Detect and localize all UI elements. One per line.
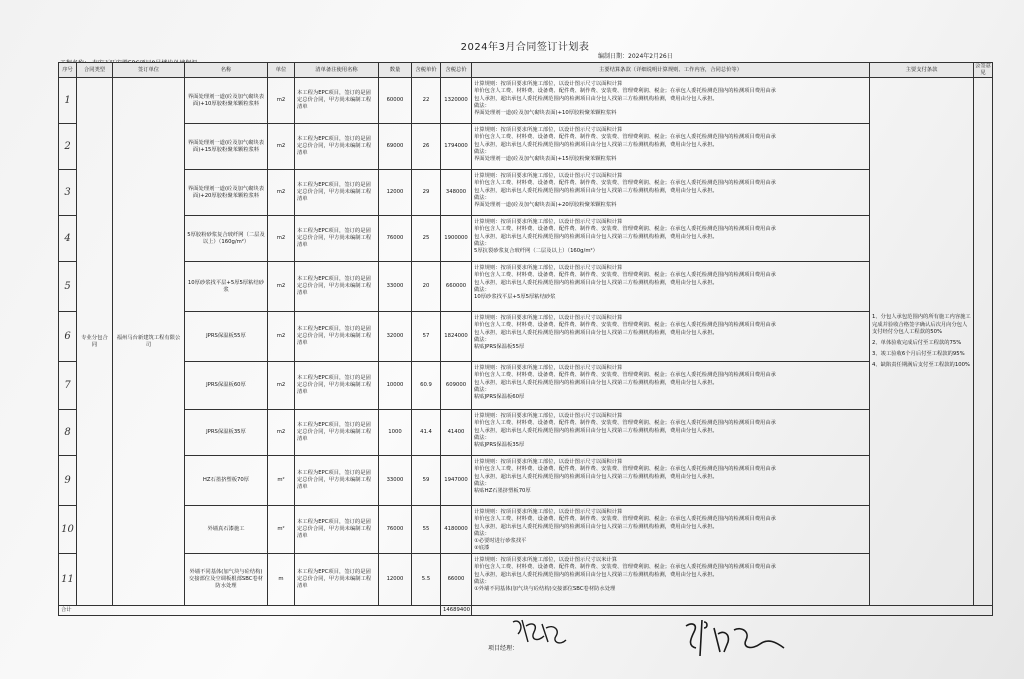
item-remark: 本工程为EPC项目，签订的是固定总价合同，甲方尚未编制工程清单 (295, 554, 379, 606)
item-name: 5厚胶粉砂浆复合玻纤网（二层及以上）（160g/m²） (185, 216, 268, 262)
terms-line: 粘贴JPRS保温板55厚 (474, 343, 525, 350)
terms-line: 单价包含人工费、材料费、设备费、配件费、制作费、安装费、管理费利润、税金；在承包人委托检测范围内的检测项目费用由承 (474, 564, 776, 571)
terms-line: 包人承担，超出承包人委托检测范围内的检测项目由分包人找第三方检测机构检测，费用由分包人承担。 (474, 523, 718, 530)
grand-total: 14689400 (441, 606, 472, 616)
item-name: JPRS保温板55厚 (185, 312, 268, 362)
terms-line: 计算规则：按项目要求所施工部位，以设计图示尺寸以面积计算 (474, 315, 623, 322)
item-unit: m2 (268, 312, 295, 362)
item-qty: 69000 (379, 124, 412, 170)
table-row (59, 216, 993, 262)
col-header: 含税单价 (412, 63, 441, 78)
item-remark: 本工程为EPC项目，签订的是固定总价合同，甲方尚未编制工程清单 (295, 262, 379, 312)
terms-line: ①必要时进行砂浆找平 (474, 537, 527, 544)
item-price: 55 (412, 506, 441, 554)
row-number: 3 (59, 170, 77, 216)
terms-line: 计算规则：按项目要求所施工部位，以设计图示尺寸以面积计算 (474, 509, 623, 516)
settlement-terms (472, 506, 870, 554)
terms-line: 单价包含人工费、材料费、设备费、配件费、制作费、安装费、管理费利润、税金；在承包人委托检测范围内的检测项目费用由承 (474, 88, 776, 95)
terms-line: 计算规则：按项目要求所施工部位，以设计图示尺寸以面积计算 (474, 459, 623, 466)
signing-unit: 福州马台新建筑工程有限公司 (113, 78, 185, 606)
col-header: 主要支付条款 (870, 63, 974, 78)
settlement-terms (472, 216, 870, 262)
item-price: 26 (412, 124, 441, 170)
total-label: 合计 (59, 606, 441, 616)
item-price: 22 (412, 78, 441, 124)
terms-line: ②底漆 (474, 544, 490, 551)
item-remark: 本工程为EPC项目，签订的是固定总价合同，甲方尚未编制工程清单 (295, 410, 379, 456)
row-number: 10 (59, 506, 77, 554)
item-unit: m2 (268, 262, 295, 312)
terms-line: 做法： (474, 578, 490, 585)
item-name: 外墙真石漆施工 (185, 506, 268, 554)
item-name: JPRS保温板60厚 (185, 362, 268, 410)
terms-line: 包人承担，超出承包人委托检测范围内的检测项目由分包人找第三方检测机构检测，费用由分包人承担。 (474, 329, 718, 336)
terms-line: 粘贴JPRS保温板60厚 (474, 393, 525, 400)
terms-line: 计算规则：按项目要求所施工部位，以设计图示尺寸以米计算 (474, 557, 618, 564)
item-total: 348000 (441, 170, 472, 216)
terms-line: 计算规则：按项目要求所施工部位，以设计图示尺寸以面积计算 (474, 265, 623, 272)
item-total: 609000 (441, 362, 472, 410)
item-total: 41400 (441, 410, 472, 456)
item-total: 1947000 (441, 456, 472, 506)
table-row (59, 262, 993, 312)
col-header: 签订单位 (113, 63, 185, 78)
item-unit: m² (268, 506, 295, 554)
terms-line: 单价包含人工费、材料费、设备费、配件费、制作费、安装费、管理费利润、税金；在承包人委托检测范围内的检测项目费用由承 (474, 226, 776, 233)
payment-term: 2、单体验收完成后付至工程款的75% (872, 339, 962, 346)
col-header: 序号 (59, 63, 77, 78)
row-number: 7 (59, 362, 77, 410)
item-price: 25 (412, 216, 441, 262)
contract-type: 专业分包合同 (77, 78, 113, 606)
table-row (59, 78, 993, 124)
item-unit: m² (268, 456, 295, 506)
item-qty: 33000 (379, 262, 412, 312)
col-header: 名称 (185, 63, 268, 78)
item-remark: 本工程为EPC项目，签订的是固定总价合同，甲方尚未编制工程清单 (295, 312, 379, 362)
settlement-terms (472, 362, 870, 410)
terms-line: 做法： (474, 386, 490, 393)
table-row (59, 124, 993, 170)
item-total: 1794000 (441, 124, 472, 170)
countersign-opinion (974, 78, 993, 606)
col-header: 会签意见 (975, 63, 991, 77)
item-qty: 60000 (379, 78, 412, 124)
terms-line: 计算规则：按项目要求所施工部位，以设计图示尺寸以面积计算 (474, 173, 623, 180)
payment-term: 3、竣工验收6个月后付至工程款的95% (872, 350, 965, 357)
item-qty: 1000 (379, 410, 412, 456)
terms-line: 5厚抗裂砂浆复合玻纤网（二层及以上）（160g/m²） (474, 247, 598, 254)
terms-line: 做法： (474, 530, 490, 537)
item-remark: 本工程为EPC项目，签订的是固定总价合同，甲方尚未编制工程清单 (295, 456, 379, 506)
settlement-terms (472, 312, 870, 362)
terms-line: 界面处理剂一道(砼及加气砌块表面)+10厚胶粉聚苯颗粒浆料 (474, 109, 617, 116)
terms-line: 单价包含人工费、材料费、设备费、配件费、制作费、安装费、管理费利润、税金；在承包人委托检测范围内的检测项目费用由承 (474, 516, 776, 523)
project-manager-label: 项目经理： (488, 645, 519, 652)
terms-line: 做法： (474, 194, 490, 201)
table-row (59, 312, 993, 362)
item-unit: m2 (268, 170, 295, 216)
item-name: HZ石墨挤塑板70厚 (185, 456, 268, 506)
item-qty: 12000 (379, 554, 412, 606)
terms-line: 10厚砂浆找平层+5厚5厚粘结砂浆 (474, 293, 556, 300)
item-price: 59 (412, 456, 441, 506)
item-qty: 12000 (379, 170, 412, 216)
settlement-terms (472, 124, 870, 170)
terms-line: 计算规则：按项目要求所施工部位，以设计图示尺寸以面积计算 (474, 413, 623, 420)
signature-1 (508, 612, 568, 652)
col-header: 含税总价 (441, 63, 472, 78)
terms-line: 计算规则：按项目要求所施工部位，以设计图示尺寸以面积计算 (474, 219, 623, 226)
item-qty: 76000 (379, 216, 412, 262)
signature-2 (680, 612, 790, 662)
item-unit: m2 (268, 216, 295, 262)
terms-line: 做法： (474, 148, 490, 155)
col-header: 单位 (268, 63, 295, 78)
item-unit: m2 (268, 410, 295, 456)
terms-line: 包人承担，超出承包人委托检测范围内的检测项目由分包人找第三方检测机构检测，费用由分包人承担。 (474, 233, 718, 240)
payment-term: 1、分包人承包范围内的所有施工内容施工完成并验收合格签字确认后次月向分包人支付经付分包人工程款的50% (872, 314, 971, 335)
item-qty: 33000 (379, 456, 412, 506)
terms-line: 单价包含人工费、材料费、设备费、配件费、制作费、安装费、管理费利润、税金；在承包人委托检测范围内的检测项目费用由承 (474, 272, 776, 279)
contract-table (58, 62, 993, 616)
item-total: 1320000 (441, 78, 472, 124)
table-row (59, 170, 993, 216)
terms-line: 单价包含人工费、材料费、设备费、配件费、制作费、安装费、管理费利润、税金；在承包人委托检测范围内的检测项目费用由承 (474, 180, 776, 187)
table-row (59, 456, 993, 506)
settlement-terms (472, 170, 870, 216)
item-price: 57 (412, 312, 441, 362)
item-remark: 本工程为EPC项目，签订的是固定总价合同，甲方尚未编制工程清单 (295, 362, 379, 410)
row-number: 9 (59, 456, 77, 506)
terms-line: 做法： (474, 434, 490, 441)
item-price: 20 (412, 262, 441, 312)
item-unit: m2 (268, 78, 295, 124)
terms-line: 单价包含人工费、材料费、设备费、配件费、制作费、安装费、管理费利润、税金；在承包人委托检测范围内的检测项目费用由承 (474, 372, 776, 379)
item-unit: m2 (268, 362, 295, 410)
contract-plan-document (58, 38, 992, 652)
terms-line: 界面处理剂一道(砼及加气砌块表面)+20厚胶粉聚苯颗粒浆料 (474, 201, 617, 208)
item-total: 1900000 (441, 216, 472, 262)
terms-line: 界面处理剂一道(砼及加气砌块表面)+15厚胶粉聚苯颗粒浆料 (474, 155, 617, 162)
item-remark: 本工程为EPC项目，签订的是固定总价合同，甲方尚未编制工程清单 (295, 78, 379, 124)
terms-line: ①外墙不同基体(加气块与砼结构)交接部位SBC卷材防水处理 (474, 585, 616, 592)
item-name: 外墙不同基体(加气块与砼结构)交接部位及空调板根部SBC卷材防水处理 (185, 554, 268, 606)
col-header: 数量 (379, 63, 412, 78)
item-remark: 本工程为EPC项目，签订的是固定总价合同，甲方尚未编制工程清单 (295, 170, 379, 216)
col-header: 主要结算条款（详细说明计算规则、工作内容，合同总价等） (472, 63, 870, 78)
payment-terms (870, 78, 974, 606)
item-price: 5.5 (412, 554, 441, 606)
terms-line: 计算规则：按项目要求所施工部位，以设计图示尺寸以面积计算 (474, 81, 623, 88)
terms-line: 单价包含人工费、材料费、设备费、配件费、制作费、安装费、管理费利润、税金；在承包人委托检测范围内的检测项目费用由承 (474, 134, 776, 141)
terms-line: 单价包含人工费、材料费、设备费、配件费、制作费、安装费、管理费利润、税金；在承包人委托检测范围内的检测项目费用由承 (474, 466, 776, 473)
item-remark: 本工程为EPC项目，签订的是固定总价合同，甲方尚未编制工程清单 (295, 216, 379, 262)
terms-line: 包人承担，超出承包人委托检测范围内的检测项目由分包人找第三方检测机构检测，费用由分包人承担。 (474, 473, 718, 480)
compile-date: 编制日期：2024年2月26日 (598, 53, 673, 60)
terms-line: 包人承担，超出承包人委托检测范围内的检测项目由分包人找第三方检测机构检测，费用由分包人承担。 (474, 141, 718, 148)
item-total: 660000 (441, 262, 472, 312)
item-name: 界面处理剂一道(砼及加气砌块表面)+10厚胶粉聚苯颗粒浆料 (185, 78, 268, 124)
item-name: 界面处理剂一道(砼及加气砌块表面)+20厚胶粉聚苯颗粒浆料 (185, 170, 268, 216)
item-unit: m (268, 554, 295, 606)
terms-line: 做法： (474, 240, 490, 247)
row-number: 11 (59, 554, 77, 606)
terms-line: 包人承担，超出承包人委托检测范围内的检测项目由分包人找第三方检测机构检测，费用由分包人承担。 (474, 379, 718, 386)
terms-line: 计算规则：按项目要求所施工部位，以设计图示尺寸以面积计算 (474, 127, 623, 134)
item-price: 29 (412, 170, 441, 216)
item-price: 60.9 (412, 362, 441, 410)
item-price: 41.4 (412, 410, 441, 456)
terms-line: 包人承担，超出承包人委托检测范围内的检测项目由分包人找第三方检测机构检测，费用由分包人承担。 (474, 571, 718, 578)
row-number: 8 (59, 410, 77, 456)
item-qty: 76000 (379, 506, 412, 554)
item-qty: 32000 (379, 312, 412, 362)
terms-line: 包人承担，超出承包人委托检测范围内的检测项目由分包人找第三方检测机构检测，费用由分包人承担。 (474, 187, 718, 194)
row-number: 4 (59, 216, 77, 262)
settlement-terms (472, 554, 870, 606)
terms-line: 包人承担，超出承包人委托检测范围内的检测项目由分包人找第三方检测机构检测，费用由分包人承担。 (474, 95, 718, 102)
terms-line: 做法： (474, 336, 490, 343)
settlement-terms (472, 78, 870, 124)
terms-line: 单价包含人工费、材料费、设备费、配件费、制作费、安装费、管理费利润、税金；在承包人委托检测范围内的检测项目费用由承 (474, 322, 776, 329)
terms-line: 做法： (474, 480, 490, 487)
col-header: 合同类型 (77, 63, 113, 78)
item-total: 1824000 (441, 312, 472, 362)
payment-term: 4、缺陷责任期满后支付至工程款的100% (872, 362, 970, 369)
table-row (59, 506, 993, 554)
terms-line: 单价包含人工费、材料费、设备费、配件费、制作费、安装费、管理费利润、税金；在承包人委托检测范围内的检测项目费用由承 (474, 420, 776, 427)
header-row (59, 63, 993, 78)
item-unit: m2 (268, 124, 295, 170)
row-number: 6 (59, 312, 77, 362)
terms-line: 粘贴JPRS保温板35厚 (474, 441, 525, 448)
table-row (59, 362, 993, 410)
settlement-terms (472, 410, 870, 456)
item-qty: 10000 (379, 362, 412, 410)
item-total: 4180000 (441, 506, 472, 554)
row-number: 5 (59, 262, 77, 312)
table-row (59, 410, 993, 456)
row-number: 1 (59, 78, 77, 124)
item-total: 66000 (441, 554, 472, 606)
terms-line: 计算规则：按项目要求所施工部位，以设计图示尺寸以面积计算 (474, 365, 623, 372)
terms-line: 包人承担，超出承包人委托检测范围内的检测项目由分包人找第三方检测机构检测，费用由分包人承担。 (474, 427, 718, 434)
table-row (59, 554, 993, 606)
item-remark: 本工程为EPC项目，签订的是固定总价合同，甲方尚未编制工程清单 (295, 124, 379, 170)
row-number: 2 (59, 124, 77, 170)
settlement-terms (472, 456, 870, 506)
item-name: JPRS保温板35厚 (185, 410, 268, 456)
terms-line: 包人承担，超出承包人委托检测范围内的检测项目由分包人找第三方检测机构检测，费用由分包人承担。 (474, 279, 718, 286)
col-header: 清单备注使用名称 (295, 63, 379, 78)
terms-line: 做法： (474, 286, 490, 293)
item-remark: 本工程为EPC项目，签订的是固定总价合同，甲方尚未编制工程清单 (295, 506, 379, 554)
terms-line: 做法： (474, 102, 490, 109)
item-name: 10厚砂浆找平层+5厚5厚粘结砂浆 (185, 262, 268, 312)
terms-line: 粘贴HZ石墨挤塑板70厚 (474, 487, 531, 494)
settlement-terms (472, 262, 870, 312)
item-name: 界面处理剂一道(砼及加气砌块表面)+15厚胶粉聚苯颗粒浆料 (185, 124, 268, 170)
document-title: 2024年3月合同签订计划表 (460, 42, 590, 53)
